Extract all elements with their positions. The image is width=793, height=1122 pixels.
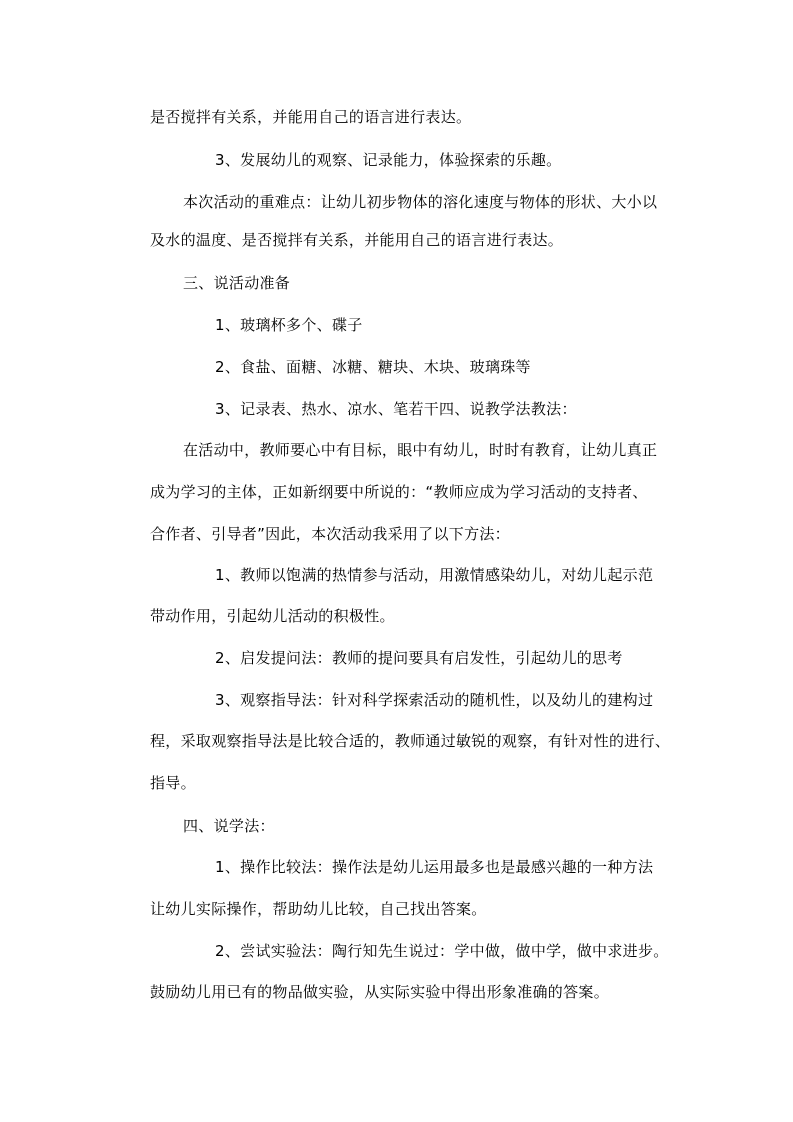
- paragraph-line: 合作者、引导者”因此，本次活动我采用了以下方法：: [150, 525, 510, 543]
- paragraph-line: 指导。: [150, 774, 196, 792]
- list-item: 2、启发提问法：教师的提问要具有启发性，引起幼儿的思考: [215, 649, 623, 667]
- list-item: 3、发展幼儿的观察、记录能力，体验探索的乐趣。: [215, 151, 562, 169]
- list-item: 3、观察指导法：针对科学探索活动的随机性，以及幼儿的建构过: [215, 691, 654, 709]
- list-item: 2、食盐、面糖、冰糖、糖块、木块、玻璃珠等: [215, 358, 531, 376]
- list-item: 1、玻璃杯多个、碟子: [215, 316, 363, 334]
- paragraph-line: 本次活动的重难点：让幼儿初步物体的溶化速度与物体的形状、大小以: [183, 193, 658, 211]
- paragraph-line: 及水的温度、是否搅拌有关系，并能用自己的语言进行表达。: [150, 231, 564, 249]
- list-item: 1、操作比较法：操作法是幼儿运用最多也是最感兴趣的一种方法: [215, 858, 654, 876]
- section-heading: 三、说活动准备: [183, 274, 291, 292]
- paragraph-line: 带动作用，引起幼儿活动的积极性。: [150, 607, 395, 625]
- paragraph-line: 鼓励幼儿用已有的物品做实验，从实际实验中得出形象准确的答案。: [150, 983, 610, 1001]
- paragraph-line: 程，采取观察指导法是比较合适的，教师通过敏锐的观察，有针对性的进行、: [150, 732, 671, 750]
- paragraph-line: 在活动中，教师要心中有目标，眼中有幼儿，时时有教育，让幼儿真正: [183, 441, 658, 459]
- list-item: 3、记录表、热水、凉水、笔若干四、说教学法教法：: [215, 400, 577, 418]
- list-item: 2、尝试实验法：陶行知先生说过：学中做，做中学，做中求进步。: [215, 942, 669, 960]
- list-item: 1、教师以饱满的热情参与活动，用激情感染幼儿，对幼儿起示范: [215, 566, 654, 584]
- paragraph-line: 让幼儿实际操作，帮助幼儿比较，自己找出答案。: [150, 900, 487, 918]
- paragraph-line: 成为学习的主体，正如新纲要中所说的：“教师应成为学习活动的支持者、: [150, 483, 648, 501]
- section-heading: 四、说学法：: [183, 817, 275, 835]
- text-line: 是否搅拌有关系，并能用自己的语言进行表达。: [150, 108, 472, 126]
